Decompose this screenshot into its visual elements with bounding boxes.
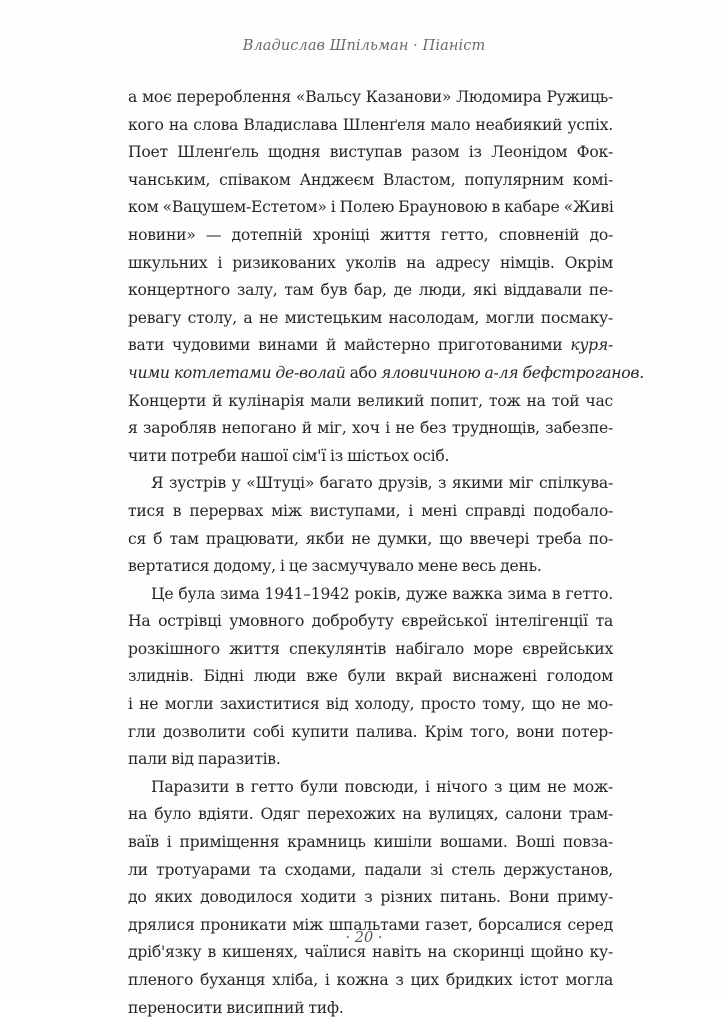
text-line: шкульних і ризикованих уколів на адресу німців. Окрім [128,253,613,272]
text-line [128,360,644,388]
text-line: чанським, співаком Анджеєм Властом, популярним комі- [128,170,613,189]
text-line: я заробляв непогано й міг, хоч і не без труднощів, забезпе- [128,419,613,438]
italic-dish-name: чими котлетами де-волай [128,363,346,382]
text-line: ревагу столу, а не мистецьким насолодам, могли посмаку- [128,308,613,327]
italic-dish-name: куря- [570,336,613,355]
text-line [128,332,613,360]
page-number: · 20 · [345,930,383,946]
text-line-paragraph-start: Це була зима 1941–1942 років, дуже важка зима в гетто. [151,584,613,603]
text-line: новини» — дотепній хроніці життя гетто, сповненій до- [128,225,613,244]
text-line: кого на слова Владислава Шленґеля мало неабиякий успіх. [128,115,613,134]
text-line: розкішного життя спекулянтів набігало море єврейських [128,639,613,658]
text-line: на було вдіяти. Одяг перехожих на вулицях, салони трам- [128,805,613,824]
text-line: Концерти й кулінарія мали великий попит, тож на той час [128,391,613,410]
text-line-paragraph-start: Паразити в гетто були повсюди, і нічого з цим не мож- [151,777,613,796]
text-line: Поет Шленґель щодня виступав разом із Леонідом Фок- [128,143,613,162]
running-head: Владислав Шпільман · Піаніст [242,38,486,54]
text-span: вати чудовими винами й майстерно приготованими [128,336,571,355]
text-line: дріб'язку в кишенях, чаїлися навіть на скоринці щойно ку- [128,943,613,962]
text-line: чити потреби нашої сім'ї із шістьох осіб. [128,446,450,465]
text-span: або [345,363,382,382]
text-line: ком «Вацушем-Естетом» і Полею Брауновою в кабаре «Живі [128,198,614,217]
text-line: і не могли захиститися від холоду, просто тому, що не мо- [128,695,613,714]
text-line: переносити висипний тиф. [128,998,344,1017]
text-line: На острівці умовного добробуту єврейської інтелігенції та [128,612,613,631]
text-line: гли дозволити собі купити палива. Крім того, вони потер- [128,722,613,741]
text-line: ли тротуарами та сходами, падали зі стель держустанов, [128,860,613,879]
text-line: концертного залу, там був бар, де люди, які віддавали пе- [128,281,613,300]
italic-dish-name: яловичиною а-ля бефстроганов [381,363,640,382]
text-line: до яких доводилося ходити з різних питань. Вони приму- [128,888,613,907]
text-line: а моє перероблення «Вальсу Казанови» Людомира Ружиць- [128,88,613,106]
text-line: ваїв і приміщення крамниць кишіли вошами. Воші повза- [128,833,613,852]
text-line: дрялися проникати між шпальтами газет, борсалися серед [128,915,613,934]
text-line: пали від паразитів. [128,750,281,769]
text-line: злиднів. Бідні люди вже були вкрай виснажені голодом [128,667,613,686]
text-span: . [639,363,644,382]
text-line: ся б там працювати, якби не думки, що ввечері треба по- [128,529,613,548]
body-text [128,84,644,1022]
text-line: пленого буханця хліба, і кожна з цих бридких істот могла [128,971,613,989]
text-line: тися в перервах між виступами, і мені справді подобало- [128,501,613,520]
text-line: вертатися додому, і це засмучувало мене весь день. [128,557,542,576]
text-line-paragraph-start: Я зустрів у «Штуці» багато друзів, з якими міг спілкува- [151,474,613,493]
